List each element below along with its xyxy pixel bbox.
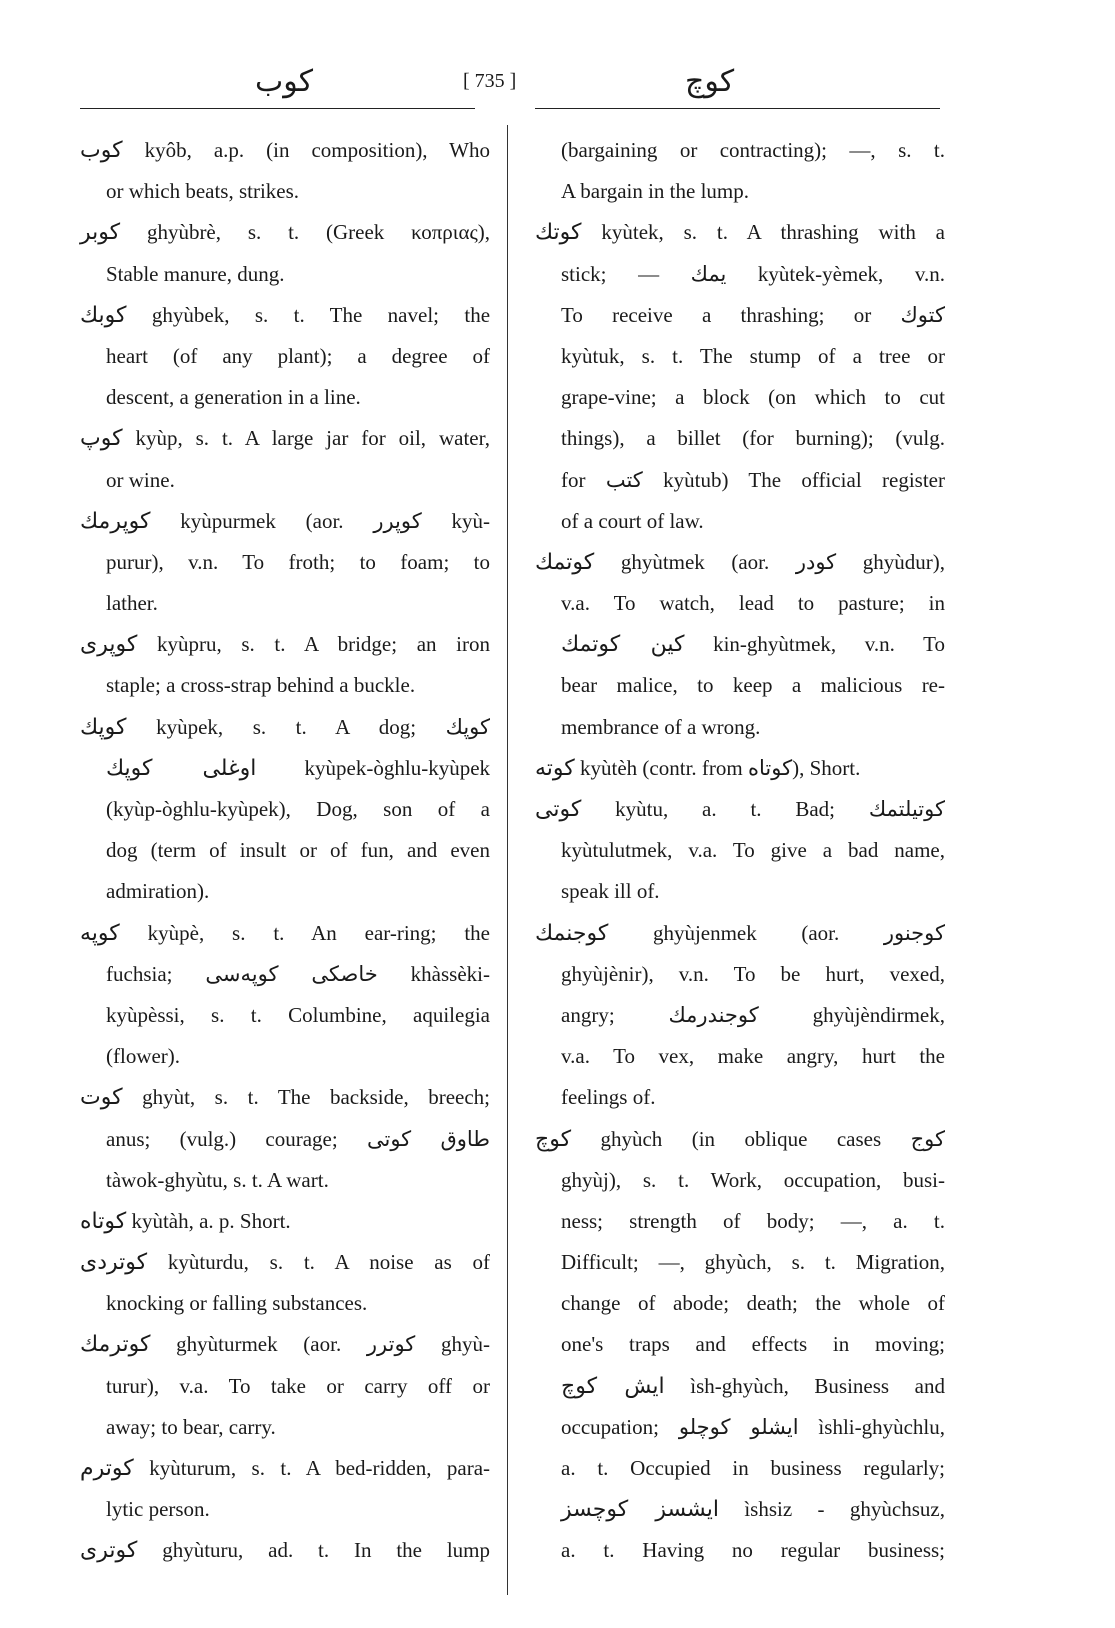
text-line <box>80 624 490 665</box>
entry-text: angry; كوجندرمك ghyùjèndirmek, <box>561 1002 945 1027</box>
entry-text: v.a. To watch, lead to pasture; in <box>561 591 945 616</box>
text-line <box>80 1160 490 1201</box>
entry-text: of a court of law. <box>561 508 704 533</box>
text-line <box>80 1283 490 1324</box>
text-line <box>535 418 945 459</box>
entry-text: anus; (vulg.) courage; طاوق كوتی <box>106 1126 490 1151</box>
entry-text: ghyùj), s. t. Work, occupation, busi- <box>561 1167 945 1192</box>
arabic-headword: كوپ <box>80 426 123 452</box>
entry-text: kyùtek, s. t. A thrashing with a <box>601 220 945 245</box>
arabic-headword: كوپك <box>80 714 127 740</box>
entry-text: kyùpru, s. t. A bridge; an iron <box>156 632 491 657</box>
entry-text: kyùpek-òghlu-kyùpek <box>304 755 491 780</box>
entry-text: kyùtu, a. t. Bad; كوتيلتمك <box>615 797 945 821</box>
text-line <box>80 995 490 1036</box>
entry-text: tàwok-ghyùtu, s. t. A wart. <box>106 1167 329 1192</box>
text-line <box>535 1366 945 1407</box>
text-line <box>535 212 945 253</box>
text-line <box>535 1448 945 1489</box>
text-line <box>80 871 490 912</box>
entry-text: ghyùtmek (aor. كودر ghyùdur), <box>620 549 945 574</box>
text-line <box>80 1119 490 1160</box>
entry-text: a. t. Having no regular business; <box>561 1538 945 1563</box>
right-column <box>535 130 945 1572</box>
entry-text: ghyùjènir), v.n. To be hurt, vexed, <box>561 961 945 986</box>
entry-text: bear malice, to keep a malicious re- <box>561 673 945 698</box>
entry-text: descent, a generation in a line. <box>106 385 361 410</box>
entry-text: v.a. To vex, make angry, hurt the <box>561 1044 945 1069</box>
entry-text: ghyùch (in oblique cases كوج <box>600 1126 945 1151</box>
text-line <box>535 1119 945 1160</box>
text-line <box>80 1242 490 1283</box>
text-line <box>80 913 490 954</box>
text-line <box>80 789 490 830</box>
entry-text: ghyùbrè, s. t. (Greek κοπριας), <box>146 220 491 245</box>
text-line <box>80 748 490 789</box>
entry-text: ghyùturmek (aor. كوترر ghyù- <box>176 1332 490 1357</box>
entry-text: Stable manure, dung. <box>106 261 285 286</box>
text-line <box>535 624 945 665</box>
arabic-headword: كوتری <box>80 1538 138 1564</box>
text-line <box>80 212 490 253</box>
entry-text: A bargain in the lump. <box>561 179 750 204</box>
entry-text: (kyùp-òghlu-kyùpek), Dog, son of a <box>106 797 490 821</box>
arabic-headword: كوترمك <box>80 1332 151 1358</box>
text-line <box>535 377 945 418</box>
entry-text: ness; strength of body; —, a. t. <box>561 1208 945 1233</box>
entry-text: change of abode; death; the whole of <box>561 1291 945 1316</box>
entry-text: grape-vine; a block (on which to cut <box>561 385 945 410</box>
text-line <box>80 295 490 336</box>
entry-text: admiration). <box>106 879 210 904</box>
text-line <box>535 1530 945 1571</box>
entry-text: turur), v.a. To take or carry off or <box>106 1373 490 1398</box>
arabic-headword: كوتی <box>535 797 582 822</box>
page-number: [ 735 ] <box>463 70 517 92</box>
arabic-headword: كوبر <box>80 220 121 246</box>
text-line <box>535 748 945 789</box>
entry-text: kyùpè, s. t. An ear-ring; the <box>147 920 491 945</box>
text-line <box>80 665 490 706</box>
entry-text: ìsh-ghyùch, Business and <box>690 1373 945 1398</box>
entry-text: kyùpèssi, s. t. Columbine, aquilegia <box>106 1002 490 1027</box>
entry-text: things), a billet (for burning); (vulg. <box>561 426 945 451</box>
text-line <box>535 707 945 748</box>
entry-text: dog (term of insult or of fun, and even <box>106 838 490 863</box>
text-line <box>80 460 490 501</box>
arabic-headword: ايشسز كوچسز <box>561 1497 719 1523</box>
entry-text: kin-ghyùtmek, v.n. To <box>713 632 946 657</box>
text-line <box>80 583 490 624</box>
entry-text: speak ill of. <box>561 879 660 904</box>
text-line <box>80 377 490 418</box>
text-line <box>535 789 945 830</box>
entry-text: ghyùbek, s. t. The navel; the <box>151 302 491 327</box>
entry-text: stick; — يمك kyùtek-yèmek, v.n. <box>561 261 946 286</box>
entry-text: To receive a thrashing; or كتوك <box>561 302 945 327</box>
entry-text: kyùturdu, s. t. A noise as of <box>167 1250 490 1275</box>
arabic-headword: كوتك <box>535 220 582 246</box>
text-line <box>80 1530 490 1571</box>
text-line <box>80 418 490 459</box>
entry-text: Difficult; —, ghyùch, s. t. Migration, <box>561 1250 945 1275</box>
entry-text: for كتب kyùtub) The official register <box>561 467 945 492</box>
text-line <box>535 954 945 995</box>
entry-text: (flower). <box>106 1044 181 1069</box>
text-line <box>80 707 490 748</box>
arabic-headword: كوپه <box>80 920 120 946</box>
text-line <box>535 1489 945 1530</box>
entry-text: ìshsiz - ghyùchsuz, <box>744 1497 945 1522</box>
arabic-headword: كوجنمك <box>535 920 609 946</box>
entry-text: kyùtulutmek, v.a. To give a bad name, <box>561 838 945 863</box>
text-line <box>535 1283 945 1324</box>
text-line <box>535 1160 945 1201</box>
entry-text: one's traps and effects in moving; <box>561 1332 945 1357</box>
text-line <box>80 171 490 212</box>
entry-text: (bargaining or contracting); —, s. t. <box>561 138 945 162</box>
entry-text: knocking or falling substances. <box>106 1291 368 1316</box>
arabic-headword: كوت <box>80 1085 123 1111</box>
text-line <box>80 1201 490 1242</box>
entry-text: heart (of any plant); a degree of <box>106 343 490 368</box>
entry-text: ghyùt, s. t. The backside, breech; <box>142 1085 490 1110</box>
arabic-headword: كوته <box>535 755 575 781</box>
text-line <box>80 954 490 995</box>
entry-text: lytic person. <box>106 1497 210 1522</box>
text-line <box>80 1407 490 1448</box>
arabic-headword: كوپرمك <box>80 508 151 534</box>
arabic-headword: كوپری <box>80 632 138 658</box>
text-line <box>535 542 945 583</box>
arabic-headword: كوتاه <box>80 1208 127 1234</box>
entry-text: lather. <box>106 591 158 616</box>
text-line <box>535 501 945 542</box>
text-line <box>80 501 490 542</box>
entry-text: away; to bear, carry. <box>106 1414 276 1439</box>
text-line <box>535 1407 945 1448</box>
text-line <box>80 1489 490 1530</box>
entry-text: kyùp, s. t. A large jar for oil, water, <box>135 426 490 451</box>
text-line <box>535 1077 945 1118</box>
text-line <box>535 871 945 912</box>
text-line <box>80 254 490 295</box>
header-left-word: كوب <box>255 65 314 98</box>
text-line <box>535 254 945 295</box>
entry-text: staple; a cross-strap behind a buckle. <box>106 673 416 698</box>
header-right-word: كوچ <box>685 65 735 98</box>
text-line <box>535 1324 945 1365</box>
header-rule-right <box>535 108 940 109</box>
arabic-headword: كين كوتمك <box>561 632 685 658</box>
text-line <box>80 830 490 871</box>
column-divider <box>507 125 508 1595</box>
entry-text: kyùturum, s. t. A bed-ridden, para- <box>149 1456 491 1480</box>
text-line <box>535 1201 945 1242</box>
entry-text: or which beats, strikes. <box>106 179 300 204</box>
text-line <box>80 1077 490 1118</box>
text-line <box>80 1324 490 1365</box>
text-line <box>535 995 945 1036</box>
text-line <box>535 913 945 954</box>
page-header <box>80 64 940 104</box>
arabic-headword: كوتمك <box>535 549 595 575</box>
entry-text: kyùtèh (contr. from كوتاه), Short. <box>580 755 861 780</box>
text-line <box>535 295 945 336</box>
text-line <box>80 1448 490 1489</box>
text-line <box>80 336 490 377</box>
text-line <box>535 665 945 706</box>
text-line <box>535 171 945 212</box>
entry-text: purur), v.n. To froth; to foam; to <box>106 549 490 574</box>
text-line <box>80 1366 490 1407</box>
text-line <box>535 830 945 871</box>
arabic-headword: كوب <box>80 138 123 163</box>
entry-text: kyùtuk, s. t. The stump of a tree or <box>561 343 945 368</box>
arabic-headword: كوتردی <box>80 1250 148 1276</box>
left-column <box>80 130 490 1572</box>
text-line <box>535 1036 945 1077</box>
entry-text: or wine. <box>106 467 175 492</box>
text-line <box>535 336 945 377</box>
entry-text: ghyùjenmek (aor. كوجنور <box>652 920 945 945</box>
entry-text: fuchsia; خاصكی كوپه‌سی khàssèki- <box>106 961 490 986</box>
arabic-headword: ايش كوچ <box>561 1373 665 1399</box>
entry-text: a. t. Occupied in business regularly; <box>561 1456 945 1480</box>
entry-text: kyùtàh, a. p. Short. <box>131 1208 291 1233</box>
entry-text: kyôb, a.p. (in composition), Who <box>144 138 491 162</box>
text-line <box>535 1242 945 1283</box>
arabic-headword: كوبك <box>80 302 127 328</box>
text-line <box>80 1036 490 1077</box>
text-line <box>535 460 945 501</box>
entry-text: occupation; ايشلو كوچلو ìshli-ghyùchlu, <box>561 1414 946 1439</box>
arabic-headword: اوغلی كوپك <box>106 755 257 781</box>
text-line <box>80 542 490 583</box>
entry-text: kyùpek, s. t. A dog; كوپك <box>156 714 491 739</box>
arabic-headword: كوترم <box>80 1456 134 1481</box>
text-line <box>535 130 945 171</box>
header-rule-left <box>80 108 475 109</box>
text-line <box>80 130 490 171</box>
entry-text: membrance of a wrong. <box>561 714 761 739</box>
entry-text: kyùpurmek (aor. كوپرر kyù- <box>180 508 491 533</box>
arabic-headword: كوچ <box>535 1126 572 1152</box>
entry-text: ghyùturu, ad. t. In the lump <box>162 1538 490 1563</box>
entry-text: feelings of. <box>561 1085 656 1110</box>
text-line <box>535 583 945 624</box>
